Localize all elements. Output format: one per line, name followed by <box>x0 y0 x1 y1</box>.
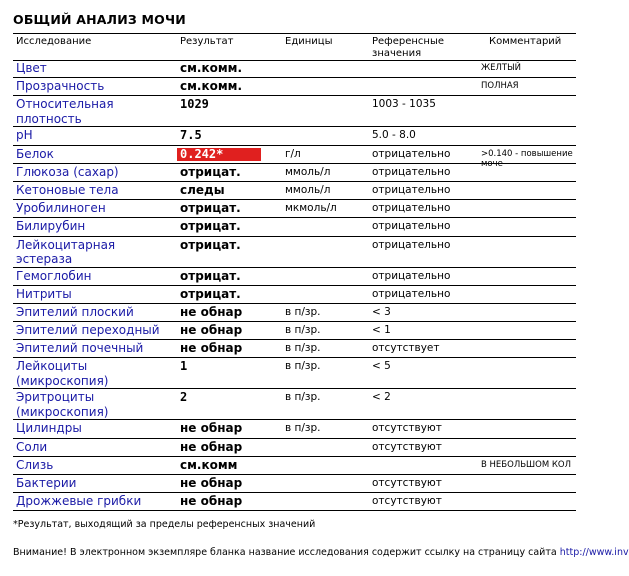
units-value: в п/зр. <box>285 360 321 373</box>
result-value: см.комм <box>180 457 238 472</box>
table-row <box>13 182 576 200</box>
result-value: не обнар <box>180 323 243 338</box>
table-row <box>13 439 576 457</box>
table-row <box>13 475 576 493</box>
test-name-link[interactable]: Слизь <box>16 457 54 472</box>
test-name-link[interactable]: Прозрачность <box>16 79 105 94</box>
test-name-link[interactable]: Цвет <box>16 61 47 75</box>
result-value: 1029 <box>180 97 209 112</box>
result-value: следы <box>180 182 225 197</box>
units-value: в п/зр. <box>285 342 321 355</box>
header-units: Единицы <box>285 36 333 47</box>
reference-value: отрицательно <box>372 238 451 251</box>
reference-value: отсутствует <box>372 342 440 355</box>
result-value: отрицат. <box>180 286 241 301</box>
result-value: не обнар <box>180 439 243 454</box>
test-name-link[interactable]: Бактерии <box>16 476 77 490</box>
result-value: 2 <box>180 390 188 405</box>
test-name-link[interactable]: Дрожжевые грибки <box>16 494 142 509</box>
reference-value: отрицательно <box>372 220 451 233</box>
reference-value: отсутствуют <box>372 440 442 453</box>
test-name-link[interactable]: Эпителий переходный <box>16 323 160 338</box>
test-name-link[interactable]: Эпителий почечный <box>16 341 144 356</box>
result-value <box>180 147 280 162</box>
reference-value: отрицательно <box>372 183 451 196</box>
units-value: в п/зр. <box>285 324 321 337</box>
test-name-link[interactable]: Нитриты <box>16 286 72 301</box>
test-name-link[interactable]: Лейкоцитарная эстераза <box>16 237 116 266</box>
result-value: 1 <box>180 359 188 374</box>
table-row <box>13 200 576 218</box>
reference-value: < 1 <box>372 324 391 337</box>
result-value: 7.5 <box>180 128 202 143</box>
reference-value: отсутствуют <box>372 495 442 508</box>
result-value: см.комм. <box>180 61 243 75</box>
units-value: мкмоль/л <box>285 202 337 215</box>
result-value: отрицат. <box>180 237 241 252</box>
result-value: не обнар <box>180 476 243 490</box>
test-name-link[interactable]: Лейкоциты (микроскопия) <box>16 359 109 388</box>
test-name-link[interactable]: Эпителий плоский <box>16 304 134 319</box>
table-row <box>13 96 576 127</box>
reference-value: 1003 - 1035 <box>372 98 436 111</box>
result-value: не обнар <box>180 304 243 319</box>
result-value: отрицат. <box>180 164 241 179</box>
notice-text: Внимание! В электронном экземпляре бланка название исследования содержит ссылку на страницу сайта <box>13 547 557 558</box>
result-value: не обнар <box>180 494 243 509</box>
comment-value: ПОЛНАЯ <box>481 81 519 92</box>
test-name-link[interactable]: Кетоновые тела <box>16 182 119 197</box>
table-row <box>13 358 576 389</box>
header-result: Результат <box>180 36 234 47</box>
reference-value: отрицательно <box>372 202 451 215</box>
reference-value: < 3 <box>372 305 391 318</box>
test-name-link[interactable]: Уробилиноген <box>16 201 106 216</box>
site-notice <box>13 547 629 558</box>
reference-value: отрицательно <box>372 147 451 160</box>
header-reference: Референсные значения <box>372 36 445 59</box>
reference-value: отсутствуют <box>372 422 442 435</box>
footnote: *Результат, выходящий за пределы референсных значений <box>13 519 316 530</box>
result-value: см.комм. <box>180 79 243 94</box>
table-row <box>13 304 576 322</box>
reference-value: < 5 <box>372 360 391 373</box>
units-value: ммоль/л <box>285 165 331 178</box>
results-table <box>13 60 576 511</box>
table-row <box>13 78 576 96</box>
result-value: не обнар <box>180 421 243 436</box>
test-name-link[interactable]: Относительная плотность <box>16 97 114 126</box>
flagged-result-badge: 0.242* <box>177 148 261 161</box>
table-row <box>13 237 576 268</box>
header-comment: Комментарий <box>489 36 562 47</box>
comment-value: В НЕБОЛЬШОМ КОЛ <box>481 459 571 470</box>
test-name-link[interactable]: Эритроциты (микроскопия) <box>16 390 109 419</box>
table-row <box>13 268 576 286</box>
test-name-link[interactable]: Цилиндры <box>16 421 82 436</box>
table-row <box>13 493 576 511</box>
reference-value: отсутствуют <box>372 477 442 489</box>
comment-value: ЖЕЛТЫЙ <box>481 63 521 73</box>
test-name-link[interactable]: Глюкоза (сахар) <box>16 164 119 179</box>
comment-value: >0.140 - повышение моче <box>481 148 573 169</box>
reference-value: отрицательно <box>372 165 451 178</box>
table-row <box>13 218 576 236</box>
reference-value: 5.0 - 8.0 <box>372 129 416 142</box>
table-row <box>13 420 576 438</box>
result-value: отрицат. <box>180 201 241 216</box>
units-value: в п/зр. <box>285 422 321 435</box>
units-value: ммоль/л <box>285 183 331 196</box>
table-row <box>13 286 576 304</box>
reference-value: отрицательно <box>372 269 451 282</box>
test-name-link[interactable]: pH <box>16 128 33 143</box>
test-name-link[interactable]: Белок <box>16 146 54 161</box>
units-value: в п/зр. <box>285 391 321 404</box>
units-value: в п/зр. <box>285 305 321 318</box>
table-row <box>13 457 576 475</box>
header-name: Исследование <box>16 36 92 47</box>
result-value: отрицат. <box>180 268 241 283</box>
site-link[interactable]: http://www.inv <box>559 547 629 558</box>
reference-value: < 2 <box>372 391 391 404</box>
test-name-link[interactable]: Билирубин <box>16 219 86 234</box>
header-top-rule <box>13 33 576 34</box>
result-value: не обнар <box>180 341 243 356</box>
table-row <box>13 146 576 169</box>
table-row <box>13 60 576 78</box>
units-value: г/л <box>285 147 301 160</box>
table-row <box>13 322 576 340</box>
result-value: отрицат. <box>180 219 241 234</box>
table-row <box>13 127 576 145</box>
test-name-link[interactable]: Гемоглобин <box>16 268 92 283</box>
table-row <box>13 164 576 182</box>
test-name-link[interactable]: Соли <box>16 439 48 454</box>
report-title: ОБЩИЙ АНАЛИЗ МОЧИ <box>13 12 186 27</box>
table-row <box>13 340 576 358</box>
reference-value: отрицательно <box>372 287 451 300</box>
table-row <box>13 389 576 420</box>
